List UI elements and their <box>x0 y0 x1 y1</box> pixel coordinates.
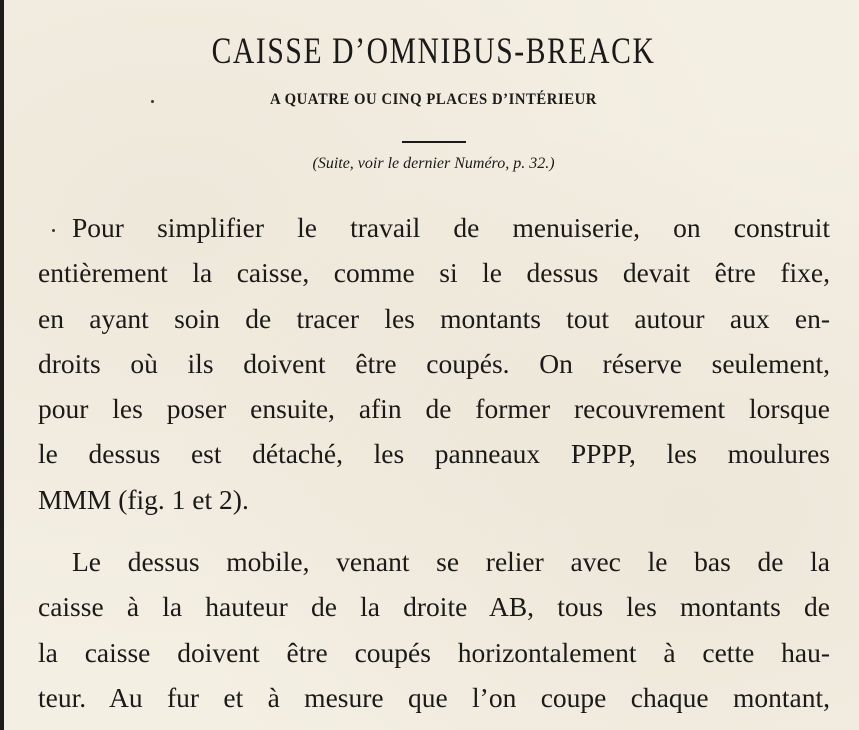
text-line: en ayant soin de tracer les montants tout autour aux en- <box>38 302 830 334</box>
text-line: droits où ils doivent être coupés. On réserve seulement, <box>38 347 830 379</box>
text-line: MMM (fig. 1 et 2). <box>38 483 249 515</box>
text-line: Pour simplifier le travail de menuiserie, on construit <box>72 212 830 243</box>
paragraph-2 <box>38 539 830 720</box>
text-line: teur. Au fur et à mesure que l’on coupe chaque montant, <box>38 681 830 713</box>
paragraph-1 <box>38 205 830 522</box>
text-line: la caisse doivent être coupés horizontalement à cette hau- <box>38 636 830 668</box>
page-title: CAISSE D’OMNIBUS-BREACK <box>211 31 656 72</box>
text-line: caisse à la hauteur de la droite AB, tous les montants de <box>38 591 830 623</box>
page-subtitle: A QUATRE OU CINQ PLACES D’INTÉRIEUR <box>269 91 597 108</box>
text-line: le dessus est détaché, les panneaux PPPP, les moulures <box>38 438 830 470</box>
continuation-note: (Suite, voir le dernier Numéro, p. 32.) <box>312 155 555 172</box>
text-line: pour les poser ensuite, afin de former recouvrement lorsque <box>38 393 830 425</box>
text-line: entièrement la caisse, comme si le dessus devait être fixe, <box>38 257 830 289</box>
text-line: Le dessus mobile, venant se relier avec le bas de la <box>72 546 830 577</box>
title-divider <box>402 141 466 143</box>
